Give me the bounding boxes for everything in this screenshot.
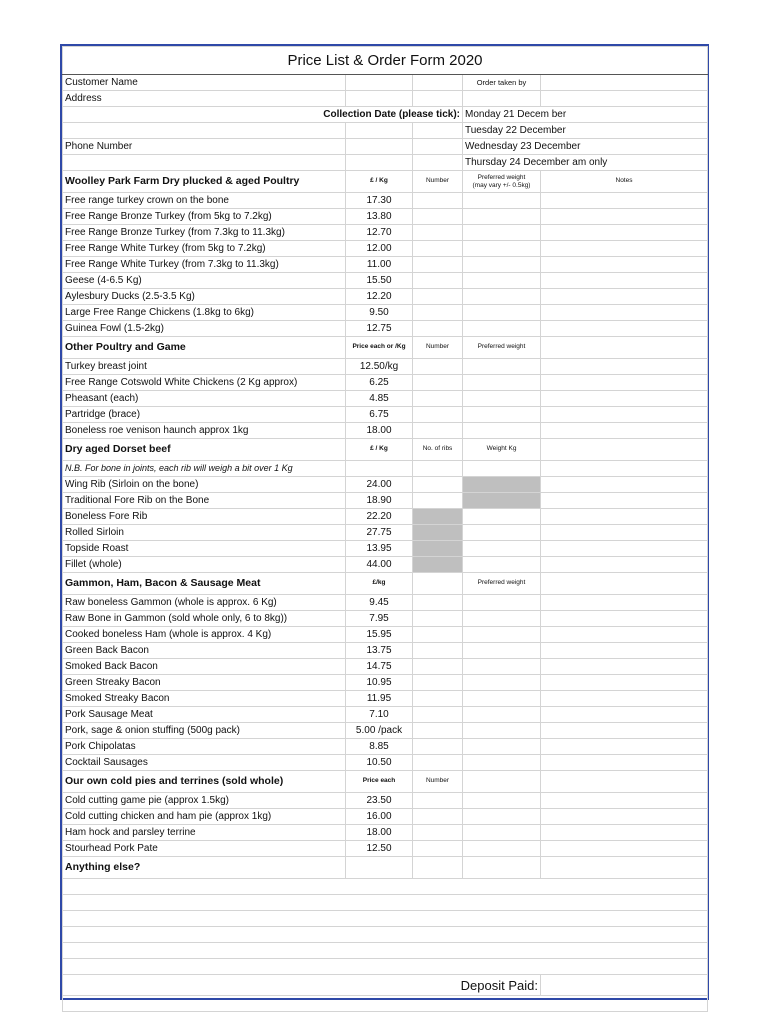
phone-field[interactable] [346, 139, 413, 155]
blank-row [63, 959, 708, 975]
weight-header-text [465, 174, 538, 189]
item-row [63, 541, 708, 557]
address-field-4[interactable] [541, 91, 708, 107]
notes-input[interactable] [541, 493, 708, 509]
notes-input[interactable] [541, 643, 708, 659]
weight-input[interactable] [463, 691, 541, 707]
item-row [63, 193, 708, 209]
item-name: Large Free Range Chickens (1.8kg to 6kg) [63, 305, 346, 321]
item-price: 4.85 [346, 391, 413, 407]
section-header-row [63, 171, 708, 193]
quantity-input[interactable] [413, 755, 463, 771]
notes-input[interactable] [541, 289, 708, 305]
item-price: 9.45 [346, 595, 413, 611]
notes-input[interactable] [541, 407, 708, 423]
customer-name-field-2[interactable] [413, 75, 463, 91]
item-row [63, 643, 708, 659]
item-price: 12.20 [346, 289, 413, 305]
price-column-header: £/kg [346, 573, 413, 595]
quantity-input[interactable] [413, 595, 463, 611]
number-column-header: No. of ribs [413, 439, 463, 461]
item-name: Cocktail Sausages [63, 755, 346, 771]
notes-input[interactable] [541, 691, 708, 707]
notes-input[interactable] [541, 825, 708, 841]
collection-date-monday[interactable]: Monday 21 Decem ber [463, 107, 708, 123]
item-row [63, 611, 708, 627]
item-name: Free Range Bronze Turkey (from 7.3kg to 11.3kg) [63, 225, 346, 241]
item-row [63, 359, 708, 375]
quantity-input[interactable] [413, 375, 463, 391]
item-price: 10.95 [346, 675, 413, 691]
item-name: Aylesbury Ducks (2.5-3.5 Kg) [63, 289, 346, 305]
item-name: Free Range Bronze Turkey (from 5kg to 7.2kg) [63, 209, 346, 225]
notes-input[interactable] [541, 739, 708, 755]
quantity-input[interactable] [413, 305, 463, 321]
anything-else-line[interactable] [63, 943, 708, 959]
notes-input[interactable] [541, 305, 708, 321]
item-name: Stourhead Pork Pate [63, 841, 346, 857]
anything-else-field[interactable] [346, 857, 413, 879]
item-name: Wing Rib (Sirloin on the bone) [63, 477, 346, 493]
item-row [63, 375, 708, 391]
note-blank [346, 461, 413, 477]
quantity-input[interactable] [413, 321, 463, 337]
note-blank [413, 461, 463, 477]
item-name: Pork, sage & onion stuffing (500g pack) [63, 723, 346, 739]
weight-input[interactable] [463, 407, 541, 423]
blank-row [63, 911, 708, 927]
item-price: 12.50/kg [346, 359, 413, 375]
item-row [63, 707, 708, 723]
item-name: Pork Chipolatas [63, 739, 346, 755]
anything-else-line[interactable] [63, 879, 708, 895]
notes-input[interactable] [541, 273, 708, 289]
notes-input[interactable] [541, 423, 708, 439]
item-row [63, 407, 708, 423]
weight-input[interactable] [463, 627, 541, 643]
footer-line [63, 996, 708, 1012]
item-price: 12.50 [346, 841, 413, 857]
blank-row [63, 927, 708, 943]
item-name: Geese (4-6.5 Kg) [63, 273, 346, 289]
anything-else-line[interactable] [63, 959, 708, 975]
notes-input[interactable] [541, 659, 708, 675]
item-price: 15.95 [346, 627, 413, 643]
quantity-input[interactable] [413, 825, 463, 841]
weight-input[interactable] [463, 321, 541, 337]
item-row [63, 225, 708, 241]
anything-else-line[interactable] [63, 927, 708, 943]
anything-else-label: Anything else? [63, 857, 346, 879]
notes-input[interactable] [541, 755, 708, 771]
notes-input[interactable] [541, 595, 708, 611]
notes-column-header [541, 439, 708, 461]
weight-column-header: Weight Kg [463, 439, 541, 461]
item-name: Rolled Sirloin [63, 525, 346, 541]
quantity-input[interactable] [413, 627, 463, 643]
notes-input[interactable] [541, 359, 708, 375]
address-field-2[interactable] [413, 91, 463, 107]
weight-input[interactable] [463, 273, 541, 289]
anything-else-row [63, 857, 708, 879]
notes-input[interactable] [541, 241, 708, 257]
item-name: Pork Sausage Meat [63, 707, 346, 723]
collection-date-tuesday[interactable]: Tuesday 22 December [463, 123, 708, 139]
item-price: 10.50 [346, 755, 413, 771]
item-name: Free Range Cotswold White Chickens (2 Kg approx) [63, 375, 346, 391]
item-name: Topside Roast [63, 541, 346, 557]
item-price: 6.25 [346, 375, 413, 391]
item-price: 18.90 [346, 493, 413, 509]
item-row [63, 289, 708, 305]
notes-input[interactable] [541, 793, 708, 809]
quantity-input[interactable] [413, 241, 463, 257]
weight-input[interactable] [463, 675, 541, 691]
phone-line-2-c[interactable] [413, 155, 463, 171]
quantity-input[interactable] [413, 739, 463, 755]
address-label: Address [63, 91, 346, 107]
item-row [63, 723, 708, 739]
weight-input[interactable] [463, 241, 541, 257]
item-row [63, 739, 708, 755]
notes-column-header: Notes [541, 171, 708, 193]
item-name: Pheasant (each) [63, 391, 346, 407]
weight-input[interactable] [463, 793, 541, 809]
item-price: 18.00 [346, 423, 413, 439]
item-row [63, 825, 708, 841]
notes-input[interactable] [541, 193, 708, 209]
weight-input[interactable] [463, 509, 541, 525]
item-name: Turkey breast joint [63, 359, 346, 375]
item-price: 44.00 [346, 557, 413, 573]
anything-else-field[interactable] [541, 857, 708, 879]
quantity-input[interactable] [413, 359, 463, 375]
item-row [63, 391, 708, 407]
item-row [63, 477, 708, 493]
notes-column-header [541, 573, 708, 595]
notes-input[interactable] [541, 557, 708, 573]
item-price: 7.10 [346, 707, 413, 723]
item-name: Free Range White Turkey (from 7.3kg to 11.3kg) [63, 257, 346, 273]
weight-input[interactable] [463, 659, 541, 675]
section-heading: Our own cold pies and terrines (sold whole) [63, 771, 346, 793]
collection-date-wednesday[interactable]: Wednesday 23 December [463, 139, 708, 155]
item-price: 13.95 [346, 541, 413, 557]
quantity-input[interactable] [413, 707, 463, 723]
notes-input[interactable] [541, 841, 708, 857]
notes-input[interactable] [541, 509, 708, 525]
address-field[interactable] [346, 91, 413, 107]
item-price: 12.70 [346, 225, 413, 241]
quantity-input[interactable] [413, 225, 463, 241]
item-price: 5.00 /pack [346, 723, 413, 739]
order-taken-field[interactable] [541, 75, 708, 91]
weight-input[interactable] [463, 611, 541, 627]
phone-field-2[interactable] [413, 139, 463, 155]
anything-else-line[interactable] [63, 895, 708, 911]
item-name: Boneless roe venison haunch approx 1kg [63, 423, 346, 439]
item-name: Traditional Fore Rib on the Bone [63, 493, 346, 509]
item-price: 11.95 [346, 691, 413, 707]
address-line-2-b[interactable] [346, 123, 413, 139]
item-row [63, 595, 708, 611]
weight-column-header [463, 771, 541, 793]
weight-input[interactable] [463, 723, 541, 739]
section-header-row [63, 771, 708, 793]
weight-column-header: Preferred weight [463, 573, 541, 595]
item-price: 27.75 [346, 525, 413, 541]
weight-header-label: Preferred weight [477, 174, 526, 182]
item-name: Cold cutting game pie (approx 1.5kg) [63, 793, 346, 809]
order-form-table [62, 46, 708, 1012]
quantity-input[interactable] [413, 659, 463, 675]
collection-date-label: Collection Date (please tick): [63, 107, 463, 123]
deposit-field[interactable] [541, 975, 708, 996]
item-name: Green Back Bacon [63, 643, 346, 659]
notes-input[interactable] [541, 477, 708, 493]
anything-else-field[interactable] [413, 857, 463, 879]
quantity-input[interactable] [413, 477, 463, 493]
item-price: 12.00 [346, 241, 413, 257]
blank-row [63, 895, 708, 911]
item-row [63, 493, 708, 509]
item-row [63, 627, 708, 643]
item-row [63, 809, 708, 825]
quantity-input[interactable] [413, 193, 463, 209]
notes-input[interactable] [541, 627, 708, 643]
notes-input[interactable] [541, 809, 708, 825]
item-row [63, 257, 708, 273]
item-row [63, 209, 708, 225]
notes-input[interactable] [541, 723, 708, 739]
phone-line-2[interactable] [63, 155, 346, 171]
quantity-input[interactable] [413, 273, 463, 289]
blank-row [63, 943, 708, 959]
weight-input[interactable] [463, 391, 541, 407]
item-row [63, 509, 708, 525]
quantity-input [413, 557, 463, 573]
item-price: 13.75 [346, 643, 413, 659]
section-heading: Woolley Park Farm Dry plucked & aged Poultry [63, 171, 346, 193]
item-name: Raw Bone in Gammon (sold whole only, 6 to 8kg)) [63, 611, 346, 627]
item-price: 13.80 [346, 209, 413, 225]
item-name: Green Streaky Bacon [63, 675, 346, 691]
weight-input[interactable] [463, 423, 541, 439]
item-row [63, 659, 708, 675]
phone-line-2-b[interactable] [346, 155, 413, 171]
quantity-input[interactable] [413, 643, 463, 659]
quantity-input[interactable] [413, 391, 463, 407]
customer-name-field[interactable] [346, 75, 413, 91]
weight-input[interactable] [463, 193, 541, 209]
price-column-header: £ / Kg [346, 439, 413, 461]
weight-input[interactable] [463, 809, 541, 825]
address-field-3[interactable] [463, 91, 541, 107]
price-column-header: Price each or /Kg [346, 337, 413, 359]
anything-else-field[interactable] [463, 857, 541, 879]
item-name: Free Range White Turkey (from 5kg to 7.2kg) [63, 241, 346, 257]
item-row [63, 273, 708, 289]
quantity-input [413, 525, 463, 541]
item-row [63, 525, 708, 541]
collection-date-thursday[interactable]: Thursday 24 December am only [463, 155, 708, 171]
notes-input[interactable] [541, 391, 708, 407]
item-price: 24.00 [346, 477, 413, 493]
weight-input[interactable] [463, 289, 541, 305]
weight-input[interactable] [463, 525, 541, 541]
weight-input[interactable] [463, 305, 541, 321]
weight-input[interactable] [463, 557, 541, 573]
section-header-row [63, 337, 708, 359]
blank-row [63, 996, 708, 1012]
notes-input[interactable] [541, 225, 708, 241]
notes-input[interactable] [541, 209, 708, 225]
item-price: 9.50 [346, 305, 413, 321]
item-row [63, 793, 708, 809]
item-name: Free range turkey crown on the bone [63, 193, 346, 209]
weight-header-note: (may vary +/- 0.5kg) [472, 181, 531, 189]
section-note: N.B. For bone in joints, each rib will weigh a bit over 1 Kg [63, 461, 346, 477]
notes-input[interactable] [541, 675, 708, 691]
section-header-row [63, 439, 708, 461]
notes-input[interactable] [541, 525, 708, 541]
weight-input[interactable] [463, 257, 541, 273]
item-name: Smoked Back Bacon [63, 659, 346, 675]
quantity-input[interactable] [413, 691, 463, 707]
weight-input[interactable] [463, 595, 541, 611]
item-row [63, 841, 708, 857]
item-row [63, 755, 708, 771]
item-name: Partridge (brace) [63, 407, 346, 423]
item-price: 18.00 [346, 825, 413, 841]
section-heading: Gammon, Ham, Bacon & Sausage Meat [63, 573, 346, 595]
item-name: Smoked Streaky Bacon [63, 691, 346, 707]
quantity-input[interactable] [413, 809, 463, 825]
weight-input[interactable] [463, 375, 541, 391]
price-column-header: Price each [346, 771, 413, 793]
quantity-input[interactable] [413, 793, 463, 809]
weight-input[interactable] [463, 825, 541, 841]
item-name: Guinea Fowl (1.5-2kg) [63, 321, 346, 337]
weight-input[interactable] [463, 359, 541, 375]
notes-column-header [541, 337, 708, 359]
notes-input[interactable] [541, 257, 708, 273]
weight-input[interactable] [463, 841, 541, 857]
item-price: 6.75 [346, 407, 413, 423]
item-price: 11.00 [346, 257, 413, 273]
quantity-input[interactable] [413, 209, 463, 225]
quantity-input[interactable] [413, 493, 463, 509]
item-name: Cooked boneless Ham (whole is approx. 4 Kg) [63, 627, 346, 643]
item-price: 22.20 [346, 509, 413, 525]
quantity-input[interactable] [413, 723, 463, 739]
weight-input[interactable] [463, 755, 541, 771]
phone-label: Phone Number [63, 139, 346, 155]
notes-input[interactable] [541, 541, 708, 557]
quantity-input[interactable] [413, 257, 463, 273]
order-taken-label: Order taken by [463, 75, 541, 91]
item-row [63, 241, 708, 257]
section-header-row [63, 573, 708, 595]
item-price: 15.50 [346, 273, 413, 289]
notes-input[interactable] [541, 375, 708, 391]
notes-input[interactable] [541, 321, 708, 337]
weight-input [463, 477, 541, 493]
weight-input[interactable] [463, 225, 541, 241]
quantity-input[interactable] [413, 423, 463, 439]
weight-input [463, 493, 541, 509]
address-line-2-c[interactable] [413, 123, 463, 139]
weight-input[interactable] [463, 541, 541, 557]
weight-column-header [463, 171, 541, 193]
item-name: Ham hock and parsley terrine [63, 825, 346, 841]
quantity-input[interactable] [413, 841, 463, 857]
notes-input[interactable] [541, 707, 708, 723]
number-column-header: Number [413, 771, 463, 793]
item-row [63, 691, 708, 707]
deposit-label: Deposit Paid: [63, 975, 541, 996]
item-price: 17.30 [346, 193, 413, 209]
item-row [63, 305, 708, 321]
item-price: 12.75 [346, 321, 413, 337]
number-column-header [413, 573, 463, 595]
weight-input[interactable] [463, 707, 541, 723]
note-blank [463, 461, 541, 477]
quantity-input[interactable] [413, 611, 463, 627]
notes-column-header [541, 771, 708, 793]
item-name: Raw boneless Gammon (whole is approx. 6 Kg) [63, 595, 346, 611]
weight-column-header: Preferred weight [463, 337, 541, 359]
item-price: 16.00 [346, 809, 413, 825]
number-column-header: Number [413, 171, 463, 193]
item-price: 8.85 [346, 739, 413, 755]
item-row [63, 423, 708, 439]
quantity-input [413, 509, 463, 525]
section-heading: Other Poultry and Game [63, 337, 346, 359]
number-column-header: Number [413, 337, 463, 359]
blank-row [63, 879, 708, 895]
quantity-input[interactable] [413, 675, 463, 691]
deposit-row [63, 975, 708, 996]
note-blank [541, 461, 708, 477]
anything-else-line[interactable] [63, 911, 708, 927]
price-column-header: £ / Kg [346, 171, 413, 193]
item-price: 7.95 [346, 611, 413, 627]
section-note-row [63, 461, 708, 477]
item-price: 23.50 [346, 793, 413, 809]
item-row [63, 321, 708, 337]
quantity-input [413, 541, 463, 557]
customer-name-label: Customer Name [63, 75, 346, 91]
section-heading: Dry aged Dorset beef [63, 439, 346, 461]
quantity-input[interactable] [413, 289, 463, 305]
item-name: Boneless Fore Rib [63, 509, 346, 525]
order-form-sheet [60, 44, 709, 1000]
item-row [63, 557, 708, 573]
weight-input[interactable] [463, 739, 541, 755]
address-line-2[interactable] [63, 123, 346, 139]
page-title: Price List & Order Form 2020 [63, 47, 708, 75]
notes-input[interactable] [541, 611, 708, 627]
item-row [63, 675, 708, 691]
item-name: Cold cutting chicken and ham pie (approx 1kg) [63, 809, 346, 825]
item-name: Fillet (whole) [63, 557, 346, 573]
weight-input[interactable] [463, 643, 541, 659]
quantity-input[interactable] [413, 407, 463, 423]
item-price: 14.75 [346, 659, 413, 675]
weight-input[interactable] [463, 209, 541, 225]
